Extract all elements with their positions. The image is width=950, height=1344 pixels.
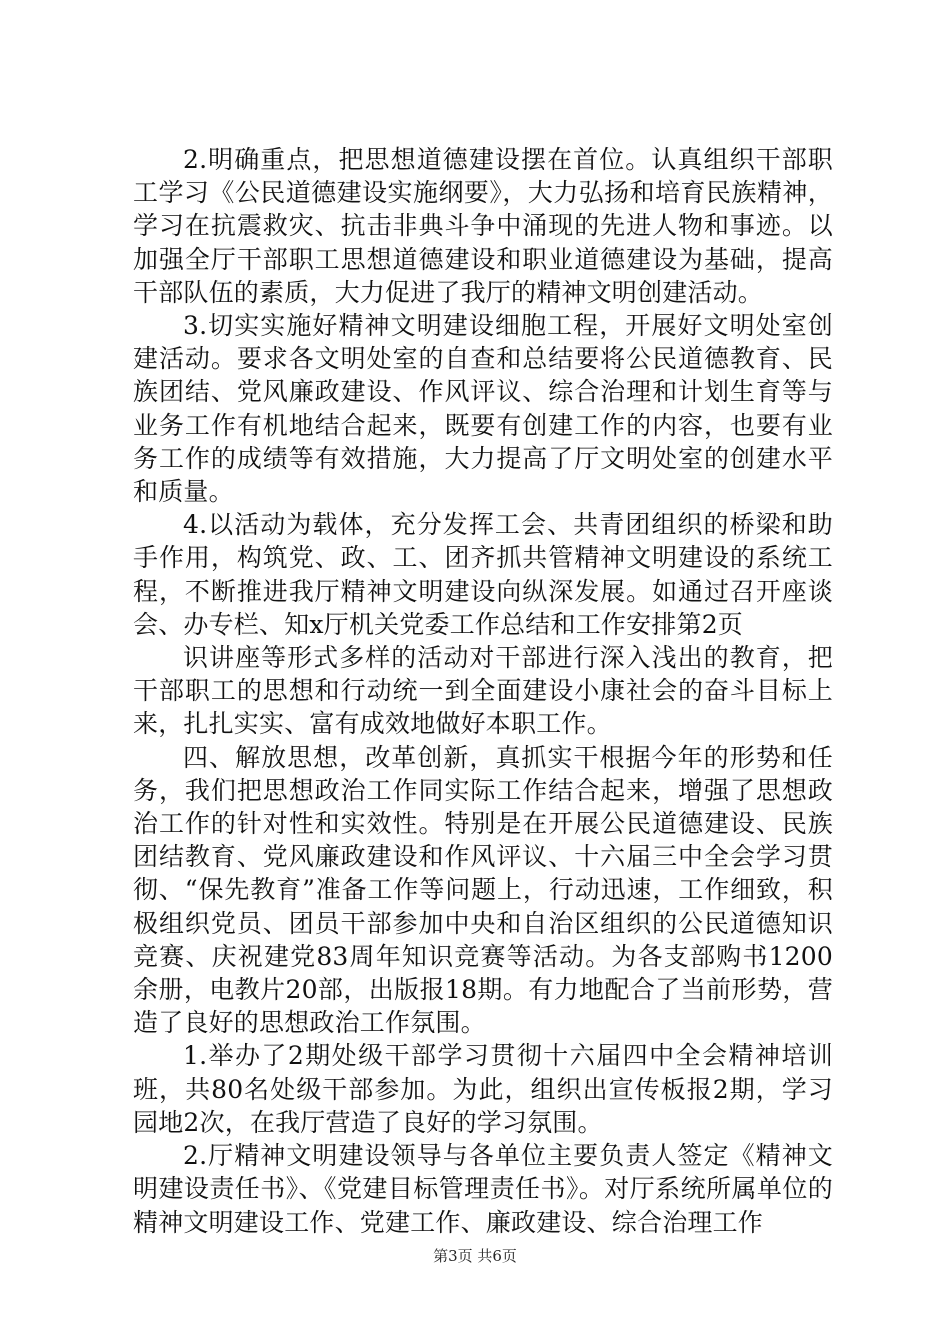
page-footer: 第3页 共6页 (433, 1247, 517, 1265)
document-body (133, 143, 833, 1239)
paragraph-4-activities: 4.以活动为载体，充分发挥工会、共青团组织的桥梁和助手作用，构筑党、政、工、团齐抓共管精神文明建设的系统工程，不断推进我厅精神文明建设向纵深发展。如通过召开座谈会、办专栏、知x厅机关党委工作总结和工作安排第2页 (133, 510, 833, 639)
paragraph-1-training: 1.举办了2期处级干部学习贯彻十六届四中全会精神培训班，共80名处级干部参加。为此，组织出宣传板报2期，学习园地2次，在我厅营造了良好的学习氛围。 (133, 1041, 833, 1137)
paragraph-lectures: 识讲座等形式多样的活动对干部进行深入浅出的教育，把干部职工的思想和行动统一到全面建设小康社会的奋斗目标上来，扎扎实实、富有成效地做好本职工作。 (133, 643, 833, 739)
paragraph-section-four: 四、解放思想，改革创新，真抓实干根据今年的形势和任务，我们把思想政治工作同实际工作结合起来，增强了思想政治工作的针对性和实效性。特别是在开展公民道德建设、民族团结教育、党风廉政建设和作风评议、十六届三中全会学习贯彻、“保先教育”准备工作等问题上，行动迅速，工作细致，积极组织党员、团员干部参加中央和自治区组织的公民道德知识竞赛、庆祝建党83周年知识竞赛等活动。为各支部购书1200余册，电教片20部，出版报18期。有力地配合了当前形势，营造了良好的思想政治工作氛围。 (133, 742, 833, 1038)
paragraph-2-responsibility: 2.厅精神文明建设领导与各单位主要负责人签定《精神文明建设责任书》、《党建目标管理责任书》。对厅系统所属单位的精神文明建设工作、党建工作、廉政建设、综合治理工作 (133, 1141, 833, 1237)
paragraph-2-focus-moral: 2.明确重点，把思想道德建设摆在首位。认真组织干部职工学习《公民道德建设实施纲要》，大力弘扬和培育民族精神，学习在抗震救灾、抗击非典斗争中涌现的先进人物和事迹。以加强全厅干部职工思想道德建设和职业道德建设为基础，提高干部队伍的素质，大力促进了我厅的精神文明创建活动。 (133, 145, 833, 307)
paragraph-3-civilized-office: 3.切实实施好精神文明建设细胞工程，开展好文明处室创建活动。要求各文明处室的自查和总结要将公民道德教育、民族团结、党风廉政建设、作风评议、综合治理和计划生育等与业务工作有机地结合起来，既要有创建工作的内容，也要有业务工作的成绩等有效措施，大力提高了厅文明处室的创建水平和质量。 (133, 311, 833, 507)
